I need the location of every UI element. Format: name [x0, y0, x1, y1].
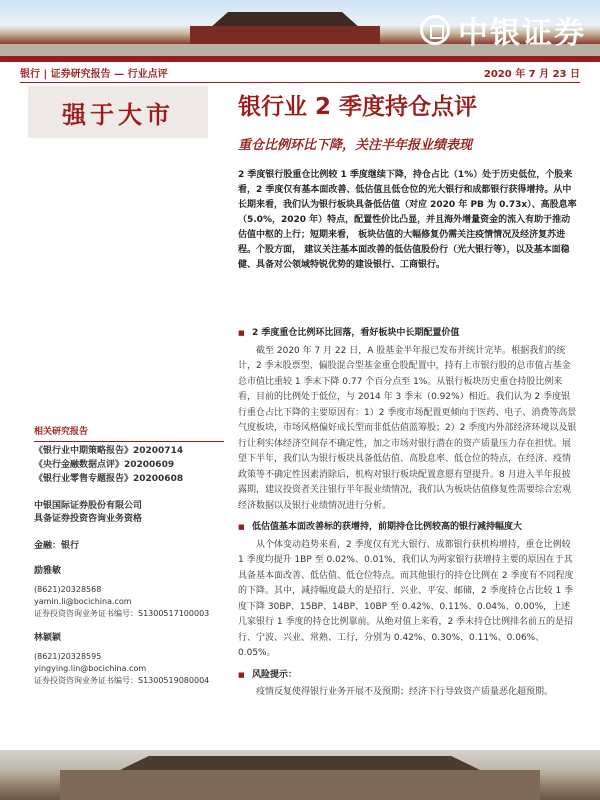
- analyst-phone: (8621)20328595: [34, 652, 102, 661]
- sector-label: 金融：银行: [34, 541, 80, 551]
- header-banner: [0, 0, 600, 56]
- boc-logo-icon: [420, 15, 450, 45]
- analyst-cert: 证券投资咨询业务证书编号：S1300519080004: [34, 676, 210, 685]
- company-qualification: 具备证券投资咨询业务资格: [34, 514, 143, 524]
- analyst-phone: (8621)20328568: [34, 585, 102, 594]
- brand-logo-block: [420, 8, 586, 52]
- brand-name: 中银证券: [458, 16, 586, 51]
- related-report-item: 《央行金融数据点评》20200609: [34, 460, 175, 470]
- company-name: 中银国际证券股份有限公司: [34, 501, 143, 511]
- analyst-block: [34, 632, 224, 687]
- analyst-email: yamin.li@bocichina.com: [34, 597, 132, 606]
- subheader-divider: [20, 82, 580, 83]
- summary-paragraph: 2 季度银行股重仓比例较 1 季度继续下降，持仓占比（1%）处于历史低位，个股来看，2 季度仅有基本面改善、低估值且低仓位的光大银行和成都银行获得增持。从中长期来看，我们认为银行板块具备低估值（对应 2020 年 PB 为 0.73x）、高股息率（5.0%，2020 年）特点，配置性价比凸显，并且海外增量资金的流入有助于推动估值中枢的上行；短期来看， 板块估值的大幅修复仍需关注疫情情况及经济复苏进程。个股方面， 建议关注基本面改善的低估值股份行（光大银行等），以及基本面稳健、具备对公领域特锐优势的建设银行、工商银行。: [238, 170, 577, 270]
- sidebar: [34, 426, 224, 687]
- industry-rating: 强于大市: [62, 100, 174, 129]
- company-block: [34, 500, 224, 526]
- section-heading: ■ 2 季度重仓比例环比回落，看好板块中长期配置价值: [238, 326, 578, 342]
- analyst-name: 林颖颖: [34, 633, 62, 643]
- risk-heading: ■ 风险提示：: [238, 668, 578, 684]
- section-heading: ■ 低估值基本面改善标的获增持，前期持仓比例较高的银行减持幅度大: [238, 520, 578, 536]
- report-date: 2020 年 7 月 23 日: [483, 69, 580, 80]
- related-reports-heading: 相关研究报告: [34, 426, 224, 442]
- section-body: 从个体变动趋势来看，2 季度仅有光大银行、成都银行获机构增持，重仓比例较 1 季度均提升 1BP 至 0.02%、0.01%，我们认为两家银行获增持主要的原因在于其具备基本面改善、低估值、低仓位特点。而其他银行的持仓比例在 2 季度有不同程度的下降。其中，减持幅度最大的是招行、兴业、平安、邮储，2 季度持仓占比较 1 季度下降 30BP、15BP、14BP、10BP 至 0.42%、0.11%、0.04%、0.00%，上述几家银行 1 季度的持仓比例靠前。从绝对值上来看，2 季末持仓比例排名前五的是招行、宁波、兴业、常熟、工行，分别为 0.42%、0.30%、0.11%、0.06%、0.05%。: [238, 539, 574, 658]
- analyst-email: yingying.lin@bocichina.com: [34, 664, 147, 673]
- rating-box: [28, 86, 208, 138]
- footer-image: [0, 750, 600, 800]
- analyst-cert: 证券投资咨询业务证书编号：S1300517100003: [34, 609, 210, 618]
- report-title: 银行业 2 季度持仓点评: [238, 94, 478, 120]
- main-content: [238, 322, 578, 707]
- analyst-block: [34, 565, 224, 620]
- section-body: 截至 2020 年 7 月 22 日，A 股基金半年报已发布并统计完毕。根据我们的统计，2 季末股票型、偏股混合型基金重仓股配置中，持有上市银行股的总市值占基金总市值比重较 1 季末下降 0.77 个百分点至 1%。从银行板块历史重仓持股比例来看，目前的比例处于低位，与 2014 年 3 季末（0.92%）相近。我们认为 2 季度银行重仓占比下降的主要原因有：1）2 季度市场配置更倾向于医药、电子、消费等高景气度板块，市场风格偏好成长型而非低估值蓝筹股；2）2 季度内外部经济环境以及银行让利实体经济空间存不确定性，加之市场对银行潜在的资产质量压力存在担忧。展望下半年，我们认为银行板块具备低估值、高股息率、低仓位的特点，在经济、疫情政策等不确定性因素消除后，机构对银行板块配置意愿有望提升。8 月进入半年报披露期，建议投资者关注银行半年报业绩情况，我们认为板块估值修复性需要综合宏观经济数据以及银行业绩情况进行分析。: [238, 345, 577, 511]
- header-divider: [0, 56, 600, 62]
- footer-wall-image: [60, 770, 540, 800]
- report-subtitle: 重仓比例环比下降，关注半年报业绩表现: [238, 138, 473, 153]
- analyst-name: 励雅敏: [34, 566, 62, 576]
- related-report-item: 《银行业中期策略报告》20200714: [34, 446, 184, 456]
- footer-roof-image: [120, 756, 480, 770]
- related-report-item: 《银行业零售专题报告》20200608: [34, 474, 184, 484]
- risk-body: 疫情反复使得银行业务开展不及预期；经济下行导致资产质量恶化超预期。: [256, 687, 554, 697]
- breadcrumb: 银行 | 证券研究报告 — 行业点评: [20, 69, 168, 80]
- report-subheader: [20, 65, 580, 79]
- palace-roof-image: [210, 8, 360, 28]
